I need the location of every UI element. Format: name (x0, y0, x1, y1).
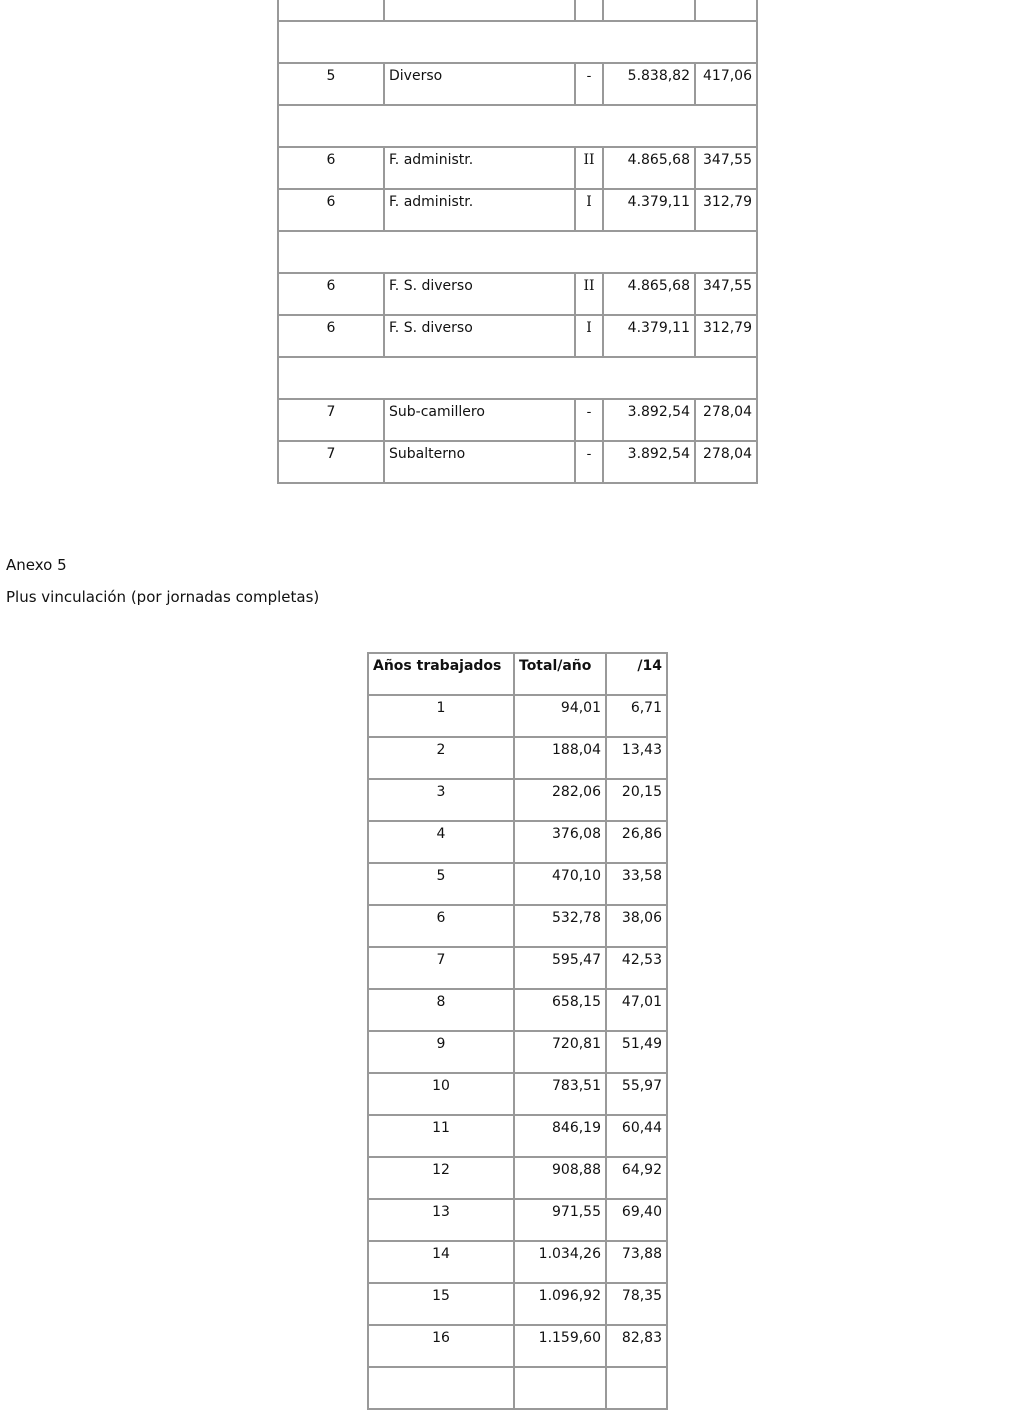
category-cell: Diverso (384, 63, 575, 105)
total-year-cell: 1.034,26 (514, 1241, 606, 1283)
years-cell: 15 (368, 1283, 514, 1325)
years-cell: 3 (368, 779, 514, 821)
header-per14: /14 (606, 653, 667, 695)
total-year-cell: 532,78 (514, 905, 606, 947)
table-header-row (368, 653, 667, 695)
years-cell: 12 (368, 1157, 514, 1199)
level-cell: II (575, 273, 603, 315)
per14-cell: 51,49 (606, 1031, 667, 1073)
separator-row (278, 231, 757, 273)
years-cell: 7 (368, 947, 514, 989)
per14-cell: 69,40 (606, 1199, 667, 1241)
per14-cell: 42,53 (606, 947, 667, 989)
per14-cell: 278,04 (695, 441, 757, 483)
table-row (368, 779, 667, 821)
salary-table (277, 0, 758, 484)
table-row (368, 695, 667, 737)
per14-cell: 278,04 (695, 399, 757, 441)
per14-cell: 78,35 (606, 1283, 667, 1325)
header-total-year: Total/año (514, 653, 606, 695)
table-row (368, 1241, 667, 1283)
years-cell (368, 1367, 514, 1409)
table-row (278, 399, 757, 441)
table-cell (278, 0, 384, 21)
per14-cell: 6,71 (606, 695, 667, 737)
total-year-cell: 1.159,60 (514, 1325, 606, 1367)
years-cell: 2 (368, 737, 514, 779)
level-cell: - (575, 441, 603, 483)
separator-cell (278, 357, 757, 399)
table-cell (603, 0, 695, 21)
plus-vinculacion-table (367, 652, 668, 1410)
table-row (368, 1157, 667, 1199)
category-cell: F. administr. (384, 189, 575, 231)
group-cell: 6 (278, 147, 384, 189)
annual-amount-cell: 3.892,54 (603, 399, 695, 441)
separator-cell (278, 21, 757, 63)
table-row (278, 63, 757, 105)
annual-amount-cell: 4.379,11 (603, 189, 695, 231)
per14-cell: 38,06 (606, 905, 667, 947)
group-cell: 6 (278, 273, 384, 315)
years-cell: 8 (368, 989, 514, 1031)
years-cell: 4 (368, 821, 514, 863)
total-year-cell: 188,04 (514, 737, 606, 779)
table-row (368, 737, 667, 779)
total-year-cell (514, 1367, 606, 1409)
separator-cell (278, 105, 757, 147)
total-year-cell: 282,06 (514, 779, 606, 821)
total-year-cell: 971,55 (514, 1199, 606, 1241)
group-cell: 7 (278, 399, 384, 441)
table-cell (384, 0, 575, 21)
total-year-cell: 908,88 (514, 1157, 606, 1199)
group-cell: 6 (278, 189, 384, 231)
annex-title: Anexo 5 (6, 556, 67, 574)
total-year-cell: 470,10 (514, 863, 606, 905)
separator-cell (278, 231, 757, 273)
table-cell (695, 0, 757, 21)
years-cell: 13 (368, 1199, 514, 1241)
table-row (368, 989, 667, 1031)
per14-cell: 13,43 (606, 737, 667, 779)
category-cell: Subalterno (384, 441, 575, 483)
per14-cell: 347,55 (695, 147, 757, 189)
table-row (368, 1199, 667, 1241)
per14-cell: 347,55 (695, 273, 757, 315)
separator-row (278, 21, 757, 63)
total-year-cell: 94,01 (514, 695, 606, 737)
table-row (368, 1031, 667, 1073)
level-cell: - (575, 63, 603, 105)
category-cell: F. administr. (384, 147, 575, 189)
table-row (368, 905, 667, 947)
per14-cell: 60,44 (606, 1115, 667, 1157)
table-row (368, 1325, 667, 1367)
table-row (368, 947, 667, 989)
separator-row (278, 105, 757, 147)
per14-cell: 47,01 (606, 989, 667, 1031)
separator-row (278, 357, 757, 399)
total-year-cell: 376,08 (514, 821, 606, 863)
header-years: Años trabajados (368, 653, 514, 695)
annual-amount-cell: 4.379,11 (603, 315, 695, 357)
per14-cell: 64,92 (606, 1157, 667, 1199)
per14-cell: 312,79 (695, 189, 757, 231)
years-cell: 16 (368, 1325, 514, 1367)
table-row (368, 863, 667, 905)
table-row (278, 0, 757, 21)
per14-cell: 312,79 (695, 315, 757, 357)
per14-cell: 55,97 (606, 1073, 667, 1115)
table-row (278, 189, 757, 231)
table-cell (575, 0, 603, 21)
years-cell: 6 (368, 905, 514, 947)
total-year-cell: 846,19 (514, 1115, 606, 1157)
per14-cell: 26,86 (606, 821, 667, 863)
table-row (368, 1073, 667, 1115)
table-row (368, 1283, 667, 1325)
per14-cell (606, 1367, 667, 1409)
level-cell: II (575, 147, 603, 189)
annual-amount-cell: 5.838,82 (603, 63, 695, 105)
years-cell: 5 (368, 863, 514, 905)
table-row (278, 147, 757, 189)
total-year-cell: 783,51 (514, 1073, 606, 1115)
level-cell: I (575, 315, 603, 357)
years-cell: 11 (368, 1115, 514, 1157)
years-cell: 1 (368, 695, 514, 737)
annual-amount-cell: 4.865,68 (603, 273, 695, 315)
total-year-cell: 1.096,92 (514, 1283, 606, 1325)
table-row (368, 821, 667, 863)
total-year-cell: 658,15 (514, 989, 606, 1031)
table-row (278, 273, 757, 315)
per14-cell: 417,06 (695, 63, 757, 105)
table-row (278, 441, 757, 483)
group-cell: 7 (278, 441, 384, 483)
per14-cell: 82,83 (606, 1325, 667, 1367)
group-cell: 6 (278, 315, 384, 357)
category-cell: F. S. diverso (384, 273, 575, 315)
annual-amount-cell: 3.892,54 (603, 441, 695, 483)
years-cell: 14 (368, 1241, 514, 1283)
group-cell: 5 (278, 63, 384, 105)
per14-cell: 73,88 (606, 1241, 667, 1283)
table-row (278, 315, 757, 357)
per14-cell: 33,58 (606, 863, 667, 905)
table-row (368, 1115, 667, 1157)
level-cell: I (575, 189, 603, 231)
table-row (368, 1367, 667, 1409)
total-year-cell: 720,81 (514, 1031, 606, 1073)
level-cell: - (575, 399, 603, 441)
years-cell: 9 (368, 1031, 514, 1073)
annual-amount-cell: 4.865,68 (603, 147, 695, 189)
category-cell: F. S. diverso (384, 315, 575, 357)
total-year-cell: 595,47 (514, 947, 606, 989)
per14-cell: 20,15 (606, 779, 667, 821)
annex-subtitle: Plus vinculación (por jornadas completas) (6, 588, 320, 606)
category-cell: Sub-camillero (384, 399, 575, 441)
years-cell: 10 (368, 1073, 514, 1115)
